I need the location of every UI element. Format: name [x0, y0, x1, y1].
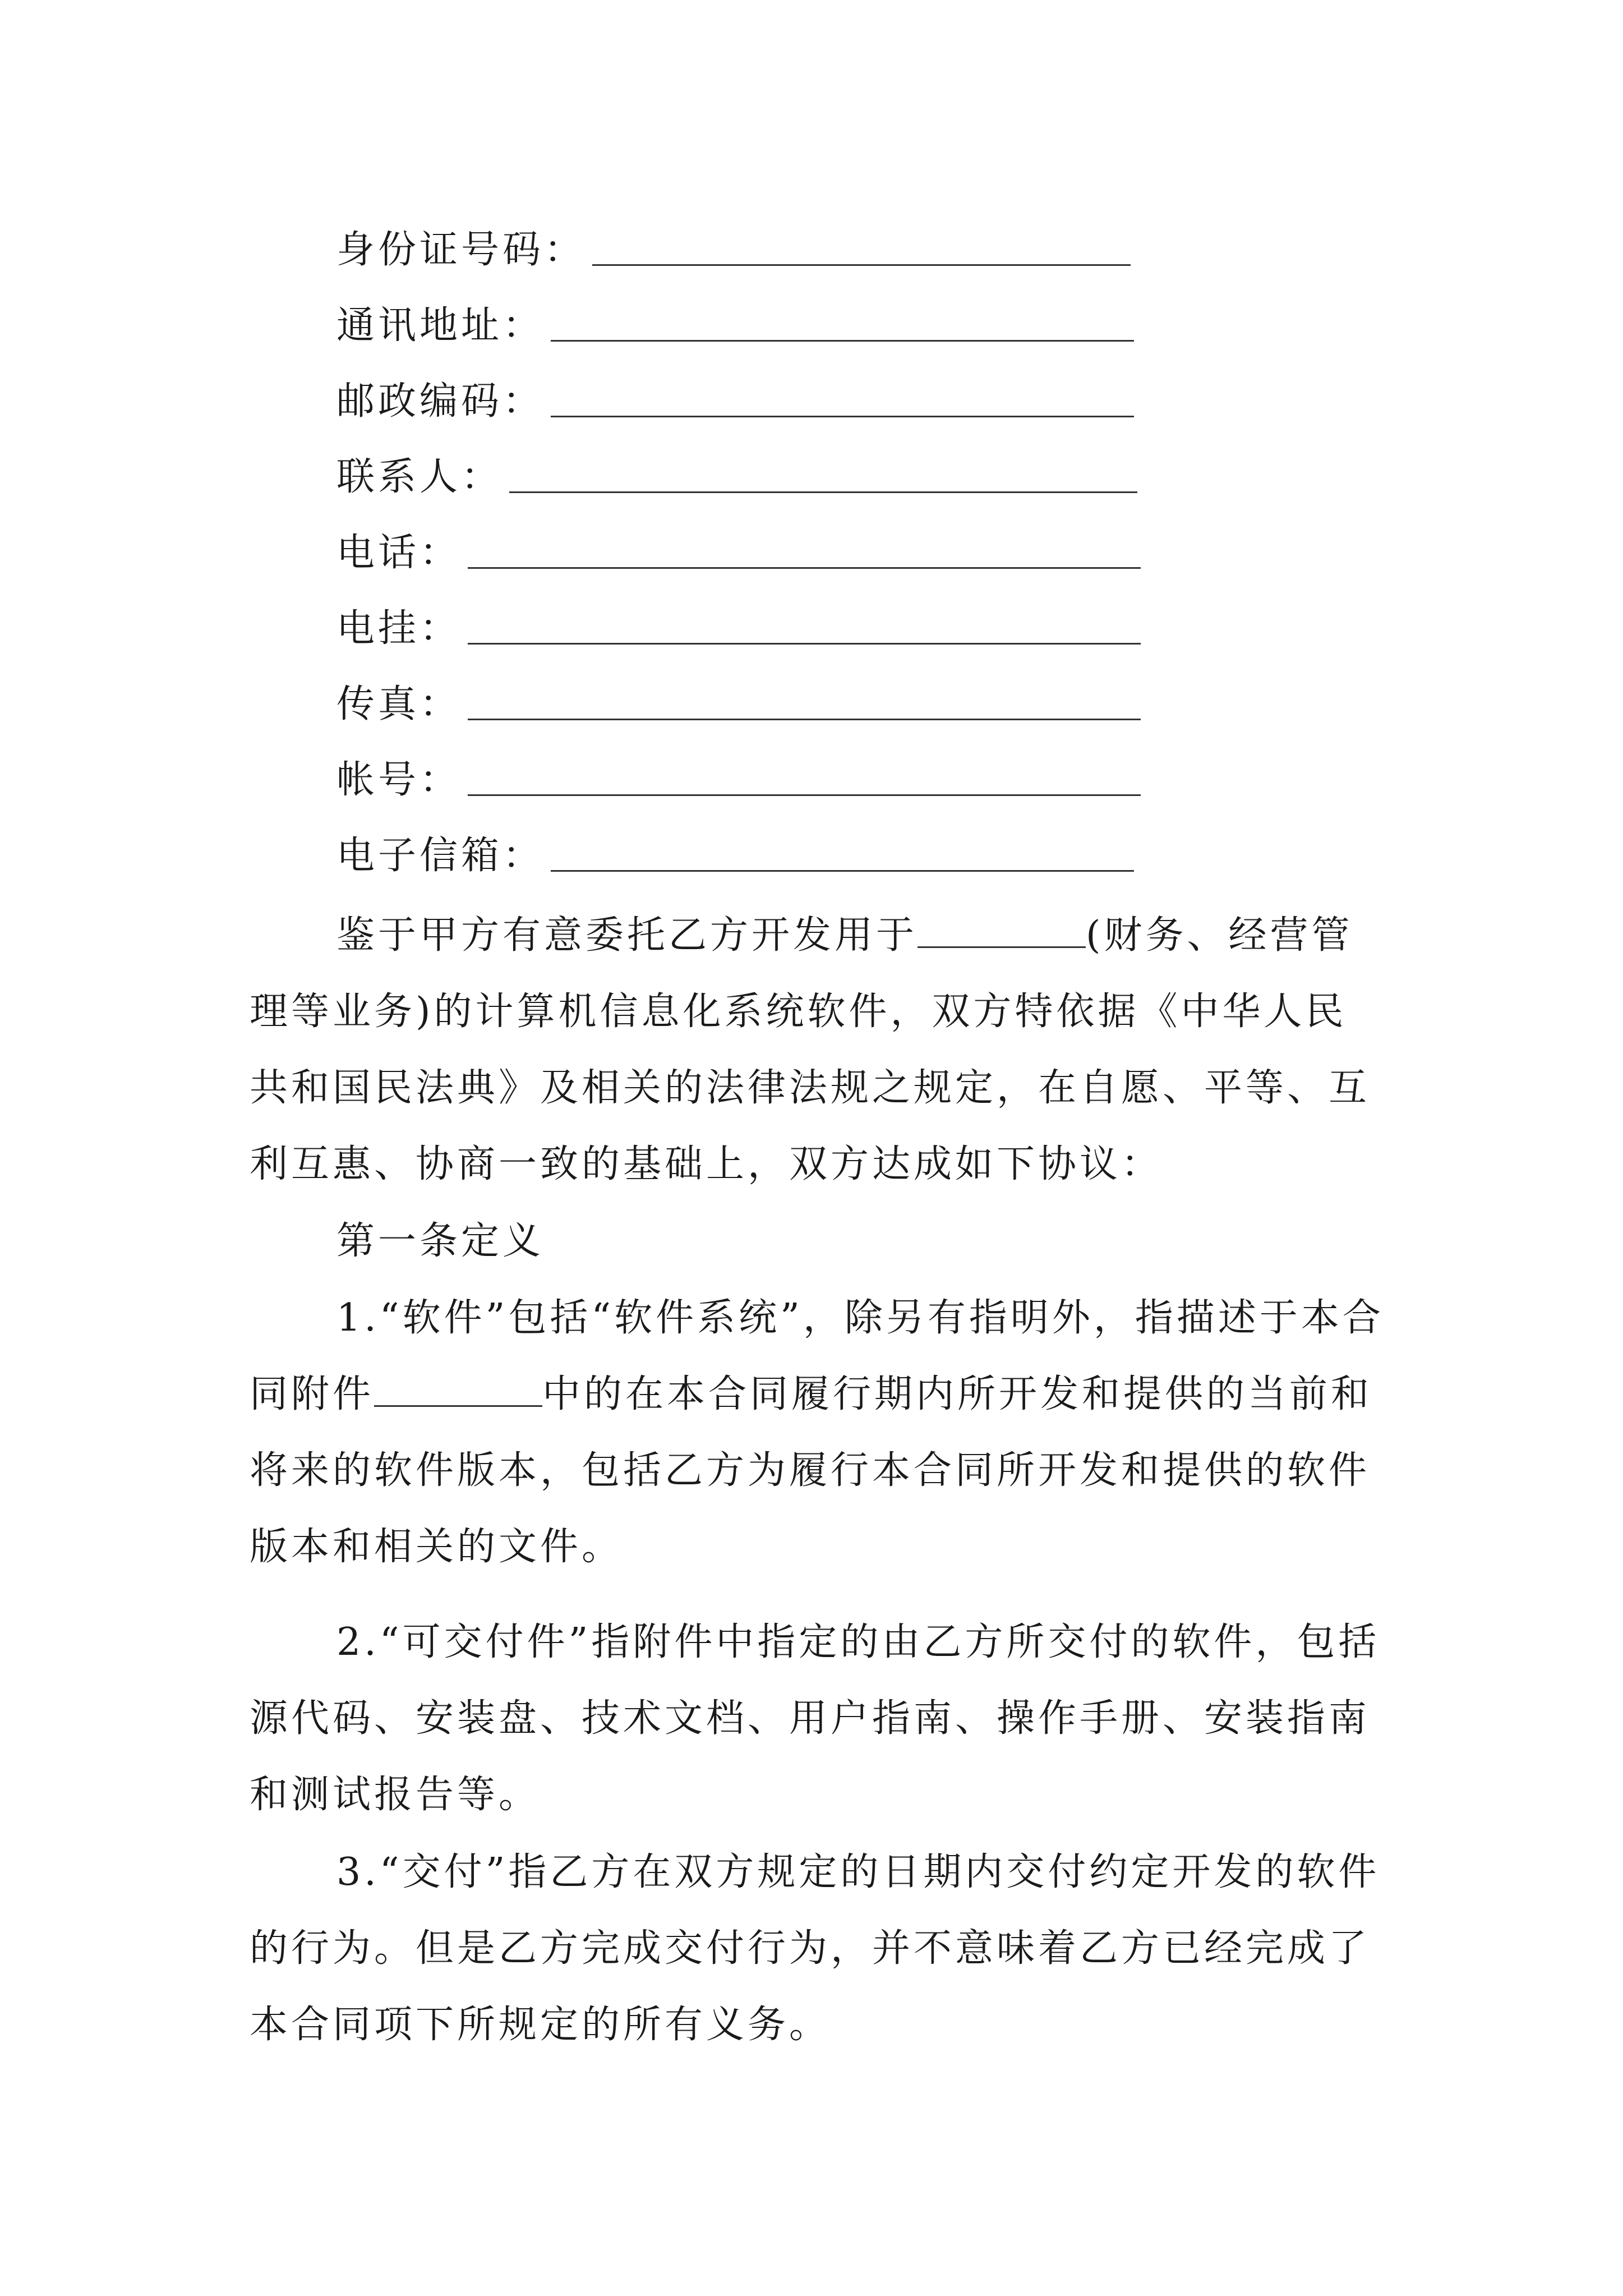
- telegraph-label: 电挂：: [336, 606, 462, 651]
- fax-field: [336, 656, 1141, 724]
- annex-blank-line: [374, 1370, 542, 1407]
- phone-field: [336, 505, 1141, 575]
- clause-1-text-part1: 1.“软件”包括“软件系统”，除另有指明外，指描述于本合同附件: [250, 1296, 1384, 1416]
- account-number-label: 帐号：: [336, 758, 462, 802]
- email-field: [336, 808, 1134, 878]
- email-label: 电子信箱：: [336, 834, 545, 878]
- preamble-paragraph: [250, 898, 1388, 1203]
- clause-3-paragraph: [250, 1834, 1388, 2063]
- article-1-heading: [250, 1203, 1388, 1280]
- phone-label: 电话：: [336, 531, 462, 575]
- contact-person-field: [336, 429, 1137, 499]
- preamble-text-part2: (财务、经营管理等业务)的计算机信息化系统软件，双方特依据《中华人民共和国民法典》及相关的法律法规之规定，在自愿、平等、互利互惠、协商一致的基础上，双方达成如下协议：: [250, 913, 1371, 1186]
- phone-blank-line: [468, 566, 1141, 569]
- contact-person-blank-line: [509, 490, 1137, 493]
- id-number-label: 身份证号码：: [336, 228, 586, 272]
- fax-label: 传真：: [336, 682, 462, 726]
- purpose-blank-line: [917, 912, 1086, 948]
- email-blank-line: [551, 869, 1134, 872]
- account-number-field: [336, 732, 1141, 802]
- address-field: [336, 278, 1134, 348]
- telegraph-blank-line: [468, 642, 1141, 645]
- account-number-blank-line: [468, 793, 1141, 796]
- id-number-field: [336, 202, 1131, 272]
- postal-code-field: [336, 353, 1134, 424]
- article-1-title: 第一条定义: [336, 1219, 545, 1263]
- preamble-text-part1: 鉴于甲方有意委托乙方开发用于: [336, 913, 918, 958]
- postal-code-label: 邮政编码：: [336, 379, 545, 424]
- clause-3-text: 3.“交付”指乙方在双方规定的日期内交付约定开发的软件的行为。但是乙方完成交付行为，并不意味着乙方已经完成了本合同项下所规定的所有义务。: [250, 1850, 1380, 2047]
- clause-1-text-part2: 中的在本合同履行期内所开发和提供的当前和将来的软件版本，包括乙方为履行本合同所开发和提供的软件版本和相关的文件。: [250, 1372, 1373, 1569]
- fax-blank-line: [468, 717, 1141, 720]
- contact-person-label: 联系人：: [336, 455, 503, 499]
- id-number-blank-line: [592, 263, 1131, 266]
- address-blank-line: [551, 339, 1134, 342]
- clause-2-paragraph: [250, 1604, 1388, 1833]
- address-label: 通讯地址：: [336, 303, 545, 348]
- postal-code-blank-line: [551, 415, 1134, 417]
- telegraph-field: [336, 581, 1141, 651]
- clause-1-paragraph: [250, 1280, 1388, 1585]
- clause-2-text: 2.“可交付件”指附件中指定的由乙方所交付的软件，包括源代码、安装盘、技术文档、用户指南、操作手册、安装指南和测试报告等。: [250, 1620, 1380, 1817]
